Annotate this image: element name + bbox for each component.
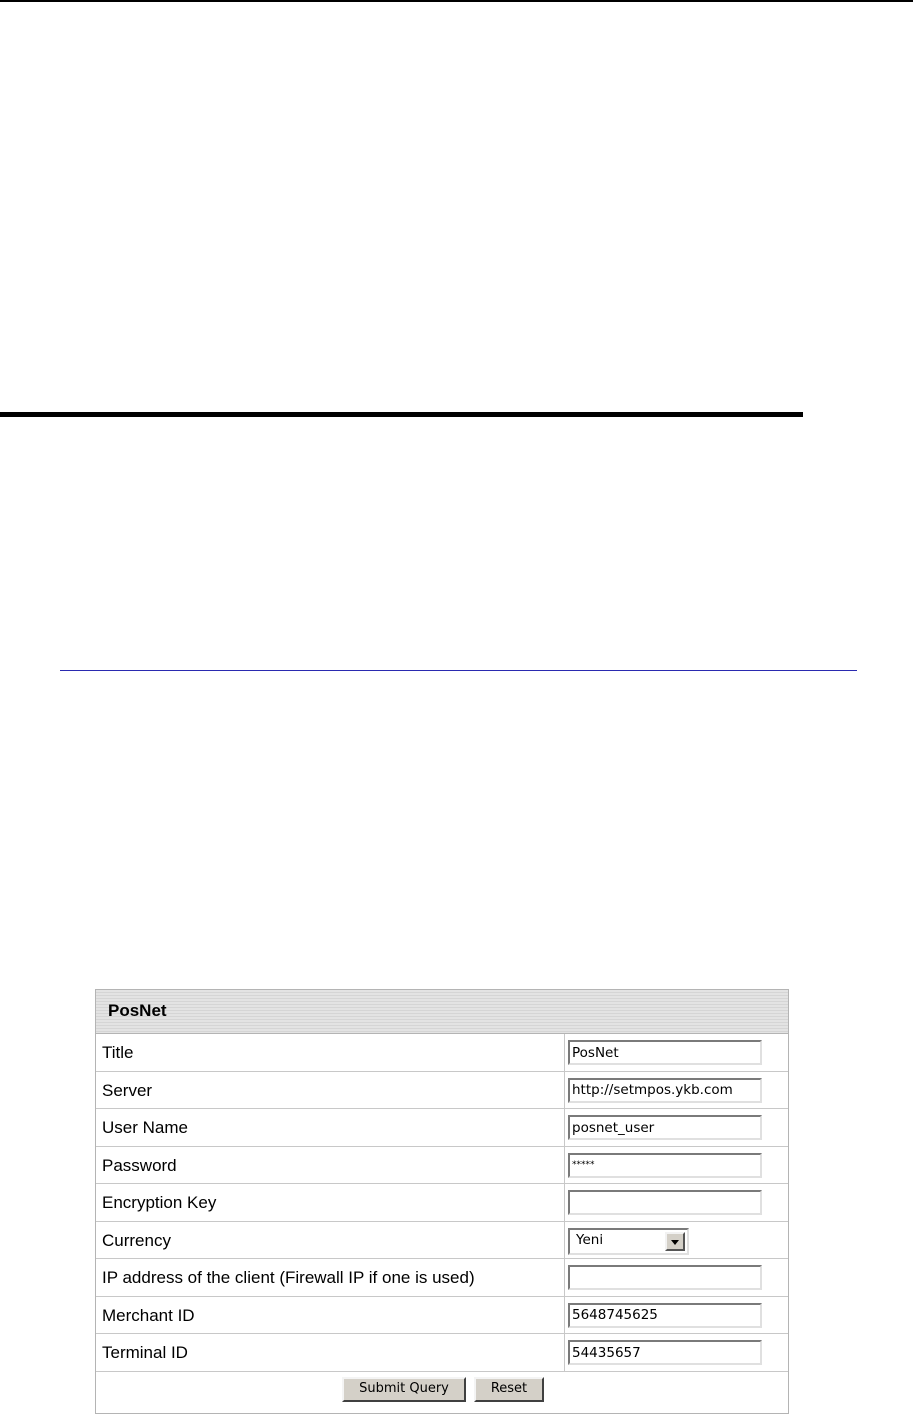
column-divider (564, 1184, 565, 1221)
column-divider (564, 1259, 565, 1296)
hyperlink-underline[interactable] (60, 670, 857, 671)
column-divider (564, 1297, 565, 1334)
chevron-down-icon[interactable] (665, 1232, 685, 1251)
column-divider (564, 1334, 565, 1371)
terminal-id-input[interactable] (568, 1340, 762, 1365)
form-row-merchant-id (96, 1297, 788, 1335)
column-divider (564, 1034, 565, 1071)
currency-selected-value: Yeni (576, 1231, 604, 1248)
form-row-client-ip (96, 1259, 788, 1297)
title-input[interactable] (568, 1040, 762, 1065)
form-row-currency (96, 1222, 788, 1260)
panel-title: PosNet (96, 990, 788, 1034)
column-divider (564, 1072, 565, 1109)
terminal-id-label: Terminal ID (102, 1343, 188, 1362)
top-rule (0, 0, 913, 2)
client-ip-input[interactable] (568, 1265, 762, 1290)
user-name-input[interactable] (568, 1115, 762, 1140)
form-row-title (96, 1034, 788, 1072)
password-input[interactable] (568, 1153, 762, 1178)
column-divider (564, 1222, 565, 1259)
form-row-user-name (96, 1109, 788, 1147)
submit-query-button[interactable]: Submit Query (342, 1377, 466, 1402)
encryption-key-input[interactable] (568, 1190, 762, 1215)
form-row-encryption-key (96, 1184, 788, 1222)
currency-select[interactable] (568, 1228, 689, 1255)
form-actions (96, 1372, 788, 1410)
section-divider (0, 412, 803, 417)
user-name-label: User Name (102, 1118, 188, 1137)
merchant-id-input[interactable] (568, 1303, 762, 1328)
reset-button[interactable]: Reset (474, 1377, 544, 1402)
currency-label: Currency (102, 1230, 171, 1250)
form-row-server (96, 1072, 788, 1110)
posnet-settings-panel (95, 989, 789, 1414)
server-input[interactable] (568, 1078, 762, 1103)
column-divider (564, 1109, 565, 1146)
server-label: Server (102, 1080, 153, 1100)
client-ip-label: IP address of the client (Firewall IP if one is used) (102, 1268, 475, 1287)
form-row-terminal-id (96, 1334, 788, 1372)
title-label: Title (102, 1043, 134, 1062)
column-divider (564, 1147, 565, 1184)
merchant-id-label: Merchant ID (102, 1305, 195, 1325)
password-label: Password (102, 1155, 177, 1175)
encryption-key-label: Encryption Key (102, 1193, 217, 1212)
form-row-password (96, 1147, 788, 1185)
